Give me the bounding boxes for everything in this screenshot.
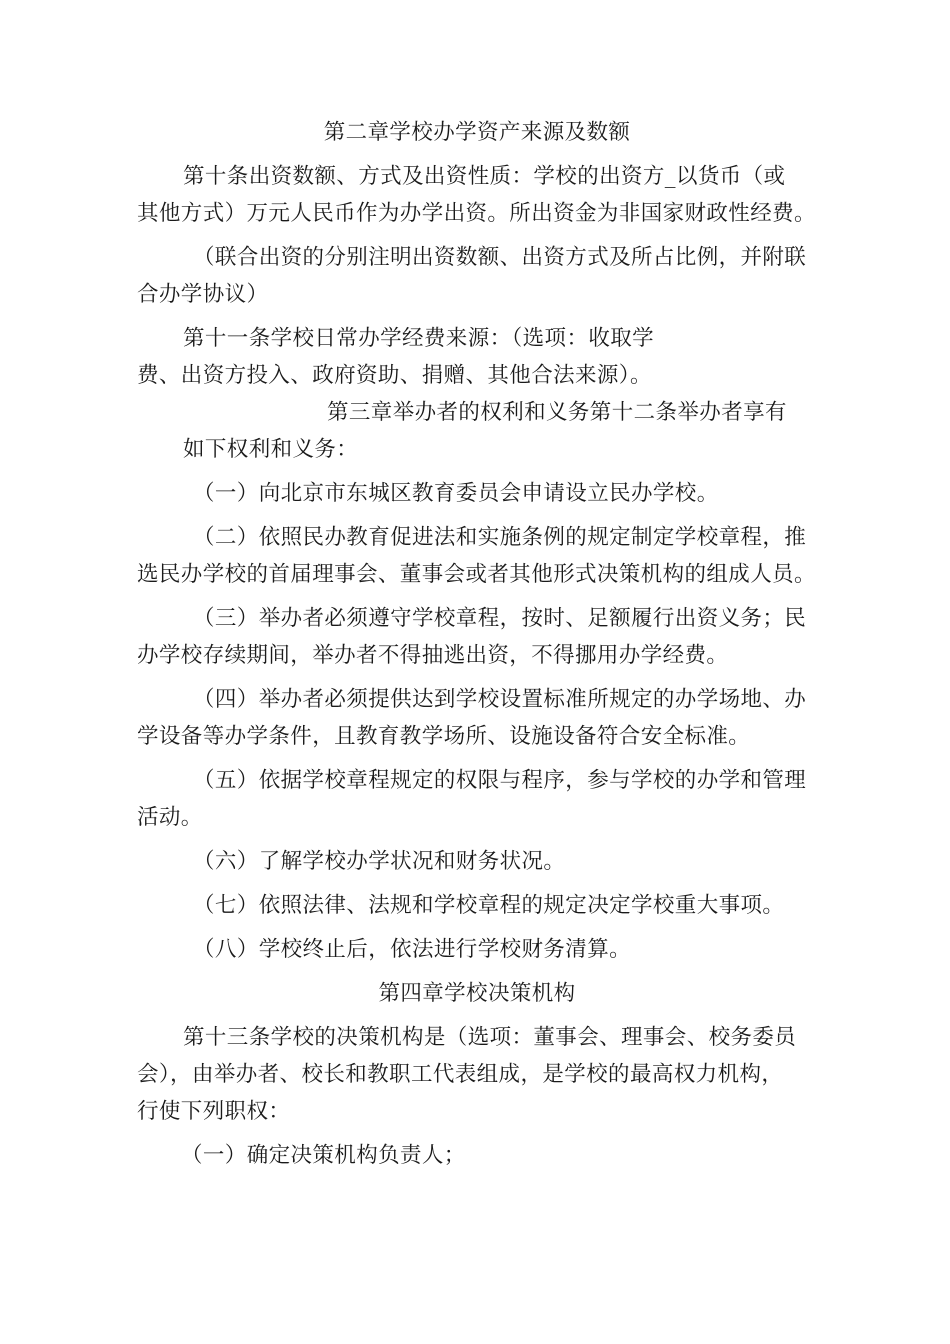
article-10-line-2: 其他方式）万元人民币作为办学出资。所出资金为非国家财政性经费。 xyxy=(137,201,816,226)
right-item-5-line-2: 活动。 xyxy=(137,805,203,830)
right-item-4-line-1: （四）举办者必须提供达到学校设置标准所规定的办学场地、办 xyxy=(193,687,807,712)
right-item-5-line-1: （五）依据学校章程规定的权限与程序，参与学校的办学和管理 xyxy=(193,768,807,793)
right-item-3-line-1: （三）举办者必须遵守学校章程，按时、足额履行出资义务；民 xyxy=(193,606,807,631)
article-13-line-2: 会），由举办者、校长和教职工代表组成，是学校的最高权力机构， xyxy=(137,1062,784,1087)
article-13-line-3: 行使下列职权： xyxy=(137,1099,291,1124)
joint-note-line-1: （联合出资的分别注明出资数额、出资方式及所占比例，并附联 xyxy=(193,245,807,270)
right-item-6: （六）了解学校办学状况和财务状况。 xyxy=(193,849,566,874)
right-item-1: （一）向北京市东城区教育委员会申请设立民办学校。 xyxy=(193,481,719,506)
article-11-line-2: 费、出资方投入、政府资助、捐赠、其他合法来源）。 xyxy=(137,363,652,388)
right-item-8: （八）学校终止后，依法进行学校财务清算。 xyxy=(193,937,632,962)
right-item-2-line-1: （二）依照民办教育促进法和实施条例的规定制定学校章程，推 xyxy=(193,525,807,550)
article-11-line-1: 第十一条学校日常办学经费来源：（选项：收取学 xyxy=(183,326,655,351)
joint-note-line-2: 合办学协议） xyxy=(137,282,269,307)
right-item-2-line-2: 选民办学校的首届理事会、董事会或者其他形式决策机构的组成人员。 xyxy=(137,562,816,587)
power-item-1: （一）确定决策机构负责人； xyxy=(181,1143,466,1168)
chapter-4-heading: 第四章学校决策机构 xyxy=(378,981,576,1006)
right-item-4-line-2: 学设备等办学条件，且教育教学场所、设施设备符合安全标准。 xyxy=(137,724,751,749)
right-item-3-line-2: 办学校存续期间，举办者不得抽逃出资，不得挪用办学经费。 xyxy=(137,643,729,668)
article-13-line-1: 第十三条学校的决策机构是（选项：董事会、理事会、校务委员 xyxy=(183,1025,797,1050)
document-body xyxy=(137,114,817,1174)
chapter-2-heading: 第二章学校办学资产来源及数额 xyxy=(323,120,631,145)
chapter-3-heading: 第三章举办者的权利和义务第十二条举办者享有 xyxy=(327,400,787,425)
article-10-line-1: 第十条出资数额、方式及出资性质：学校的出资方_以货币（或 xyxy=(183,164,786,189)
chapter-3-intro: 如下权利和义务： xyxy=(183,437,359,462)
right-item-7: （七）依照法律、法规和学校章程的规定决定学校重大事项。 xyxy=(193,893,785,918)
